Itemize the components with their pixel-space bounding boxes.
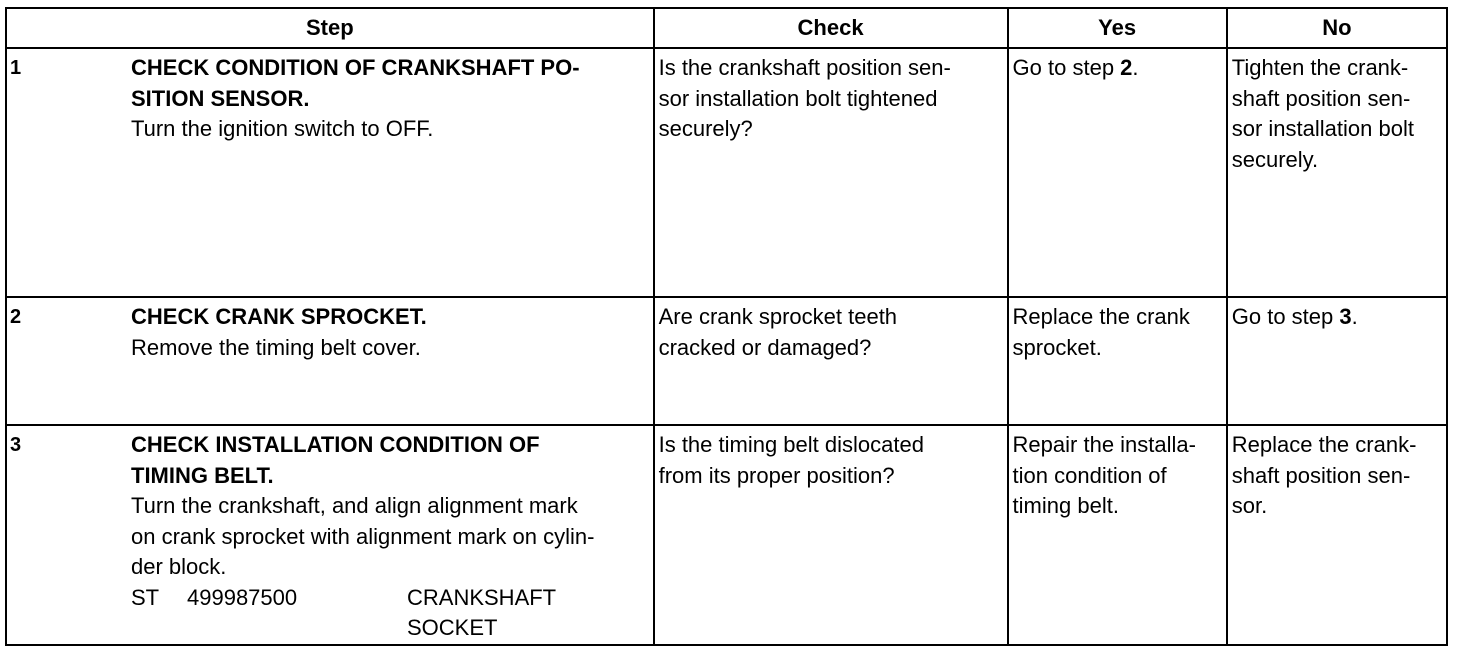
no-cell (1227, 297, 1447, 425)
step-number: 2 (10, 306, 22, 328)
no-line: shaft position sen- (1231, 462, 1411, 488)
yes-line: Replace the crank (1012, 304, 1190, 329)
yes-prefix: Go to step (1012, 55, 1121, 80)
step-cell (6, 425, 654, 645)
table-header-row (6, 8, 1447, 48)
yes-line: Repair the installa- (1012, 432, 1196, 457)
diagnostic-table (5, 7, 1448, 646)
no-text (1228, 298, 1446, 333)
check-cell (654, 297, 1008, 425)
check-line: from its proper position? (658, 462, 895, 488)
step-number: 1 (10, 57, 22, 79)
yes-line: sprocket. (1012, 334, 1102, 360)
header-no: No (1227, 8, 1447, 48)
step-body (131, 426, 653, 644)
step-instruction-line: der block. (131, 554, 227, 579)
check-line: Is the timing belt dislocated (658, 432, 924, 457)
yes-step-link: 2 (1120, 55, 1133, 80)
no-prefix: Go to step (1231, 304, 1340, 329)
step-instruction-line: on crank sprocket with alignment mark on cylin- (131, 523, 595, 549)
check-line: securely? (658, 116, 753, 141)
special-tool-name-line: SOCKET (407, 615, 498, 640)
step-title-line: CHECK CONDITION OF CRANKSHAFT PO- (131, 55, 580, 80)
no-line: securely. (1231, 146, 1319, 172)
yes-text (1009, 49, 1226, 84)
special-tool-name (407, 583, 597, 644)
step-body (131, 49, 653, 145)
header-yes: Yes (1008, 8, 1227, 48)
step-cell (6, 297, 654, 425)
no-line: Tighten the crank- (1231, 55, 1409, 80)
check-line: Are crank sprocket teeth (658, 304, 898, 329)
yes-cell (1008, 48, 1227, 297)
yes-cell (1008, 425, 1227, 645)
diagnostic-table-container (5, 7, 1448, 645)
no-cell (1227, 48, 1447, 297)
special-tool-label: ST (131, 584, 160, 610)
step-number: 3 (10, 434, 22, 456)
step-title-line: CHECK INSTALLATION CONDITION OF (131, 432, 540, 457)
no-line: shaft position sen- (1231, 85, 1411, 111)
no-line: Replace the crank- (1231, 432, 1417, 457)
no-suffix: . (1351, 304, 1358, 329)
yes-line: timing belt. (1012, 493, 1119, 518)
table-row (6, 297, 1447, 425)
special-tool-row (131, 583, 647, 644)
check-line: cracked or damaged? (658, 334, 872, 360)
no-step-link: 3 (1339, 304, 1352, 329)
step-title-line: TIMING BELT. (131, 462, 274, 488)
no-cell (1227, 425, 1447, 645)
check-cell (654, 48, 1008, 297)
yes-cell (1008, 297, 1227, 425)
step-instruction-line: Turn the crankshaft, and align alignment mark (131, 493, 578, 518)
special-tool-number: 499987500 (187, 584, 298, 610)
special-tool-name-line: CRANKSHAFT (407, 584, 557, 610)
step-title-line: SITION SENSOR. (131, 85, 310, 111)
header-step: Step (6, 8, 654, 48)
no-line: sor. (1231, 493, 1268, 518)
step-cell (6, 48, 654, 297)
no-line: sor installation bolt (1231, 116, 1414, 141)
yes-suffix: . (1132, 55, 1139, 80)
header-check: Check (654, 8, 1008, 48)
step-title-line: CHECK CRANK SPROCKET. (131, 304, 427, 329)
step-instruction: Remove the timing belt cover. (131, 334, 421, 360)
check-line: Is the crankshaft position sen- (658, 55, 951, 80)
table-row (6, 425, 1447, 645)
check-line: sor installation bolt tightened (658, 85, 938, 111)
step-instruction: Turn the ignition switch to OFF. (131, 116, 434, 141)
table-row (6, 48, 1447, 297)
step-body (131, 298, 653, 363)
yes-line: tion condition of (1012, 462, 1167, 488)
check-cell (654, 425, 1008, 645)
